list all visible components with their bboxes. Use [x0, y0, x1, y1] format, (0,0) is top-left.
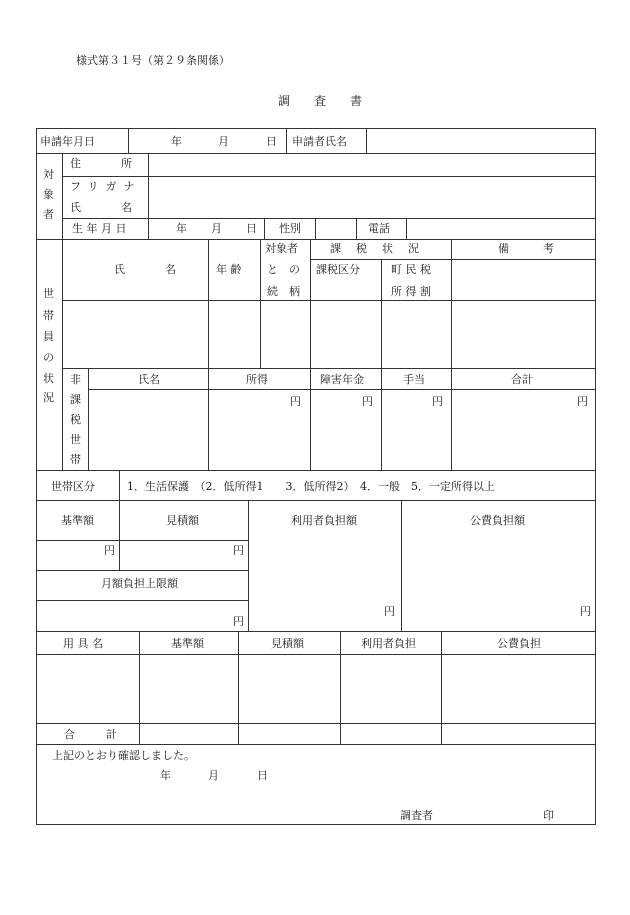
form-number: 様式第３１号（第２９条関係） — [76, 54, 230, 67]
inspector-label: 調査者 — [400, 809, 433, 822]
non-taxable-label-2: 課 — [70, 393, 81, 406]
nt-allowance-yen: 円 — [432, 395, 443, 408]
seal-label: 印 — [543, 809, 554, 822]
user-burden-yen: 円 — [384, 605, 395, 618]
address-label: 住 所 — [70, 157, 138, 170]
relation-header-1: 対象者 — [265, 242, 298, 255]
relation-header-3: 続 柄 — [267, 285, 300, 298]
item-estimate-header: 見積額 — [271, 637, 304, 650]
household-label-5: 状 — [43, 372, 54, 385]
page-title: 調 査 書 — [278, 94, 363, 108]
public-burden-header: 公費負担額 — [470, 514, 525, 527]
household-category-options: 1．生活保護 （2．低所得1 3．低所得2） 4．一般 5．一定所得以上 — [127, 480, 495, 493]
non-taxable-label-1: 非 — [70, 373, 81, 386]
confirm-day-label: 日 — [257, 769, 268, 782]
items-total-label: 合 計 — [64, 728, 120, 741]
birthdate-label: 生 年 月 日 — [72, 222, 127, 235]
target-label-3: 者 — [43, 208, 54, 221]
household-category-label: 世帯区分 — [51, 480, 95, 493]
confirm-year-label: 年 — [160, 769, 171, 782]
birth-year-label: 年 — [176, 222, 187, 235]
public-burden-yen: 円 — [580, 605, 591, 618]
applicant-name-label: 申請者氏名 — [292, 135, 347, 148]
birth-month-label: 月 — [211, 222, 222, 235]
nt-income-yen: 円 — [290, 395, 301, 408]
furigana-label: フリガナ — [70, 180, 142, 193]
item-name-header: 用 具 名 — [63, 637, 103, 650]
application-month-label: 月 — [218, 135, 229, 148]
user-burden-header: 利用者負担額 — [291, 514, 357, 527]
tax-class-header: 課税区分 — [316, 263, 360, 276]
nt-name-header: 氏名 — [138, 373, 160, 386]
municipal-tax-header-2: 所 得 割 — [391, 285, 431, 298]
base-amount-yen: 円 — [104, 544, 115, 557]
application-date-label: 申請年月日 — [40, 135, 95, 148]
item-public-burden-header: 公費負担 — [497, 637, 541, 650]
household-label-1: 世 — [43, 287, 54, 300]
municipal-tax-header-1: 町 民 税 — [391, 263, 431, 276]
target-name-label: 氏 名 — [70, 201, 138, 214]
member-name-header: 氏 名 — [114, 263, 182, 276]
confirm-month-label: 月 — [208, 769, 219, 782]
non-taxable-label-5: 帯 — [70, 453, 81, 466]
monthly-cap-yen: 円 — [233, 615, 244, 628]
relation-header-2: と の — [267, 263, 300, 276]
phone-label: 電話 — [368, 222, 390, 235]
nt-allowance-header: 手当 — [403, 373, 425, 386]
item-user-burden-header: 利用者負担 — [361, 637, 416, 650]
base-amount-header: 基準額 — [61, 514, 94, 527]
tax-status-header: 課 税 状 況 — [330, 242, 421, 255]
household-label-6: 況 — [43, 391, 54, 404]
household-label-4: の — [43, 351, 54, 364]
application-year-label: 年 — [171, 135, 182, 148]
nt-total-yen: 円 — [577, 395, 588, 408]
nt-income-header: 所得 — [246, 373, 268, 386]
nt-pension-header: 障害年金 — [320, 373, 364, 386]
estimate-header: 見積額 — [166, 514, 199, 527]
non-taxable-label-3: 税 — [70, 413, 81, 426]
nt-pension-yen: 円 — [362, 395, 373, 408]
nt-total-header: 合計 — [511, 373, 533, 386]
confirmation-text: 上記のとおり確認しました。 — [52, 749, 195, 762]
target-label-1: 対 — [43, 168, 54, 181]
remarks-header: 備 考 — [498, 242, 558, 255]
non-taxable-label-4: 世 — [70, 433, 81, 446]
birth-day-label: 日 — [246, 222, 257, 235]
household-label-2: 帯 — [43, 309, 54, 322]
household-label-3: 員 — [43, 330, 54, 343]
item-base-header: 基準額 — [171, 637, 204, 650]
monthly-cap-label: 月額負担上限額 — [101, 577, 178, 590]
age-header: 年 齢 — [216, 263, 242, 276]
target-label-2: 象 — [43, 188, 54, 201]
application-day-label: 日 — [266, 135, 277, 148]
sex-label: 性別 — [279, 222, 301, 235]
estimate-yen: 円 — [233, 544, 244, 557]
